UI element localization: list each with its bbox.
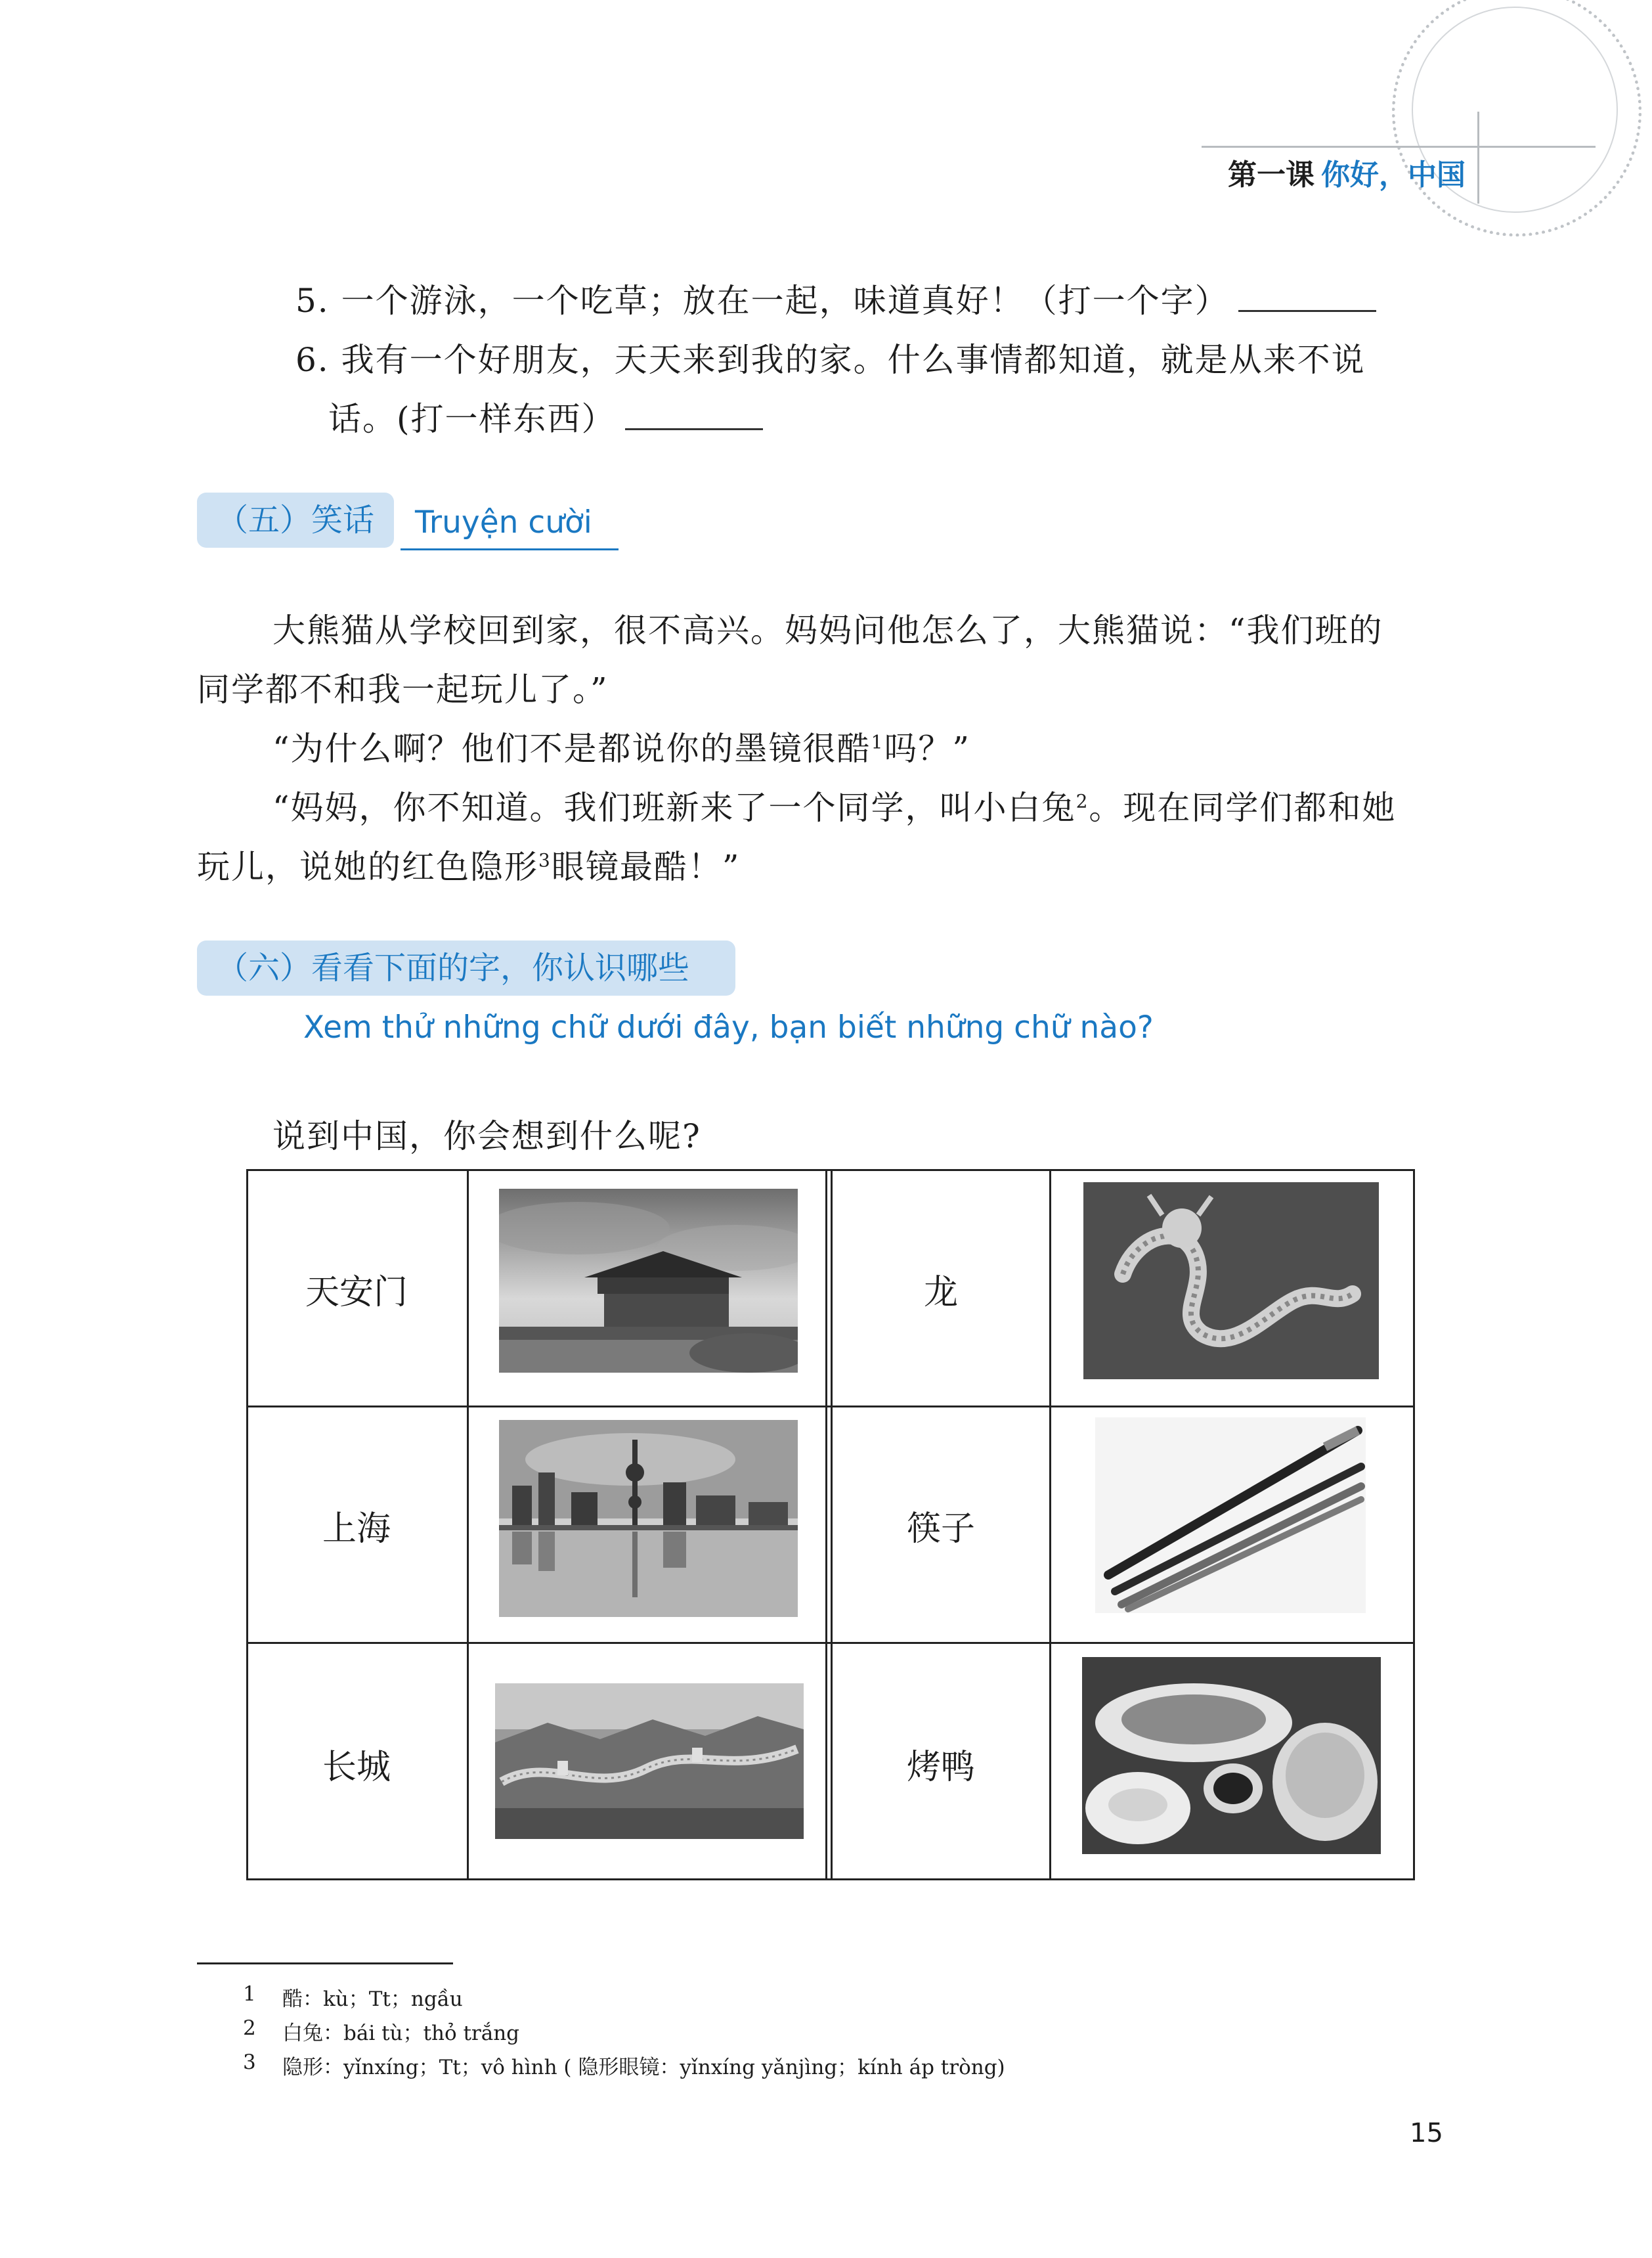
vocab-label-tiananmen: 天安门 (305, 1273, 408, 1312)
table-divider (246, 1642, 1415, 1644)
dragon-photo (1083, 1182, 1379, 1379)
answer-blank-6[interactable] (625, 402, 763, 430)
chopsticks-photo (1095, 1417, 1366, 1613)
vocab-label-shanghai: 上海 (322, 1509, 391, 1549)
joke-para1-line1: 大熊猫从学校回到家，很不高兴。妈妈问他怎么了，大熊猫说：“我们班的 (272, 611, 1383, 650)
header-vertical-rule (1477, 112, 1479, 204)
joke-para3-line2: 玩儿，说她的红色隐形$^3$眼镜最酷！” (197, 848, 741, 886)
vocab-label-great-wall: 长城 (322, 1748, 391, 1787)
tiananmen-photo (499, 1189, 798, 1373)
page-number: 15 (1410, 2118, 1443, 2148)
vocab-label-roast-duck: 烤鸭 (906, 1748, 975, 1787)
section-6-viet-title: Xem thử những chữ dưới đây, bạn biết những chữ nào? (303, 1009, 1154, 1046)
vocab-label-chopsticks: 筷子 (906, 1509, 975, 1549)
riddle-6-line2: 话。(打一样东西） (328, 393, 763, 440)
riddle-6-line1: 6. 我有一个好朋友，天天来到我的家。什么事情都知道，就是从来不说 (295, 341, 1366, 379)
answer-blank-5[interactable] (1238, 284, 1376, 312)
lesson-number: 第一课 (1228, 158, 1315, 192)
riddle-5: 5. 一个游泳，一个吃草；放在一起，味道真好！（打一个字） (295, 275, 1376, 322)
section-5-underline (401, 548, 619, 550)
header-rule (1202, 146, 1596, 148)
table-divider (1049, 1169, 1051, 1880)
table-divider (825, 1169, 827, 1880)
running-header (1228, 151, 1466, 193)
lesson-title: 你好，中国 (1321, 158, 1466, 192)
footnote-rule (197, 1962, 453, 1964)
joke-para2: “为什么啊？他们不是都说你的墨镜很酷$^1$吗？” (272, 730, 970, 768)
section-5-viet-title: Truyện cười (415, 504, 592, 541)
joke-para3-line1: “妈妈，你不知道。我们班新来了一个同学，叫小白兔$^2$。现在同学们都和她 (272, 789, 1397, 827)
shanghai-photo (499, 1420, 798, 1617)
section-6-tag: （六）看看下面的字，你认识哪些 (197, 941, 735, 996)
roast-duck-photo (1082, 1657, 1381, 1854)
table-divider (246, 1406, 1415, 1407)
great-wall-photo (495, 1683, 804, 1839)
vocab-label-dragon: 龙 (923, 1273, 958, 1312)
table-divider (467, 1169, 469, 1880)
section-5-tag: （五）笑话 (197, 493, 394, 548)
joke-para1-line2: 同学都不和我一起玩儿了。” (197, 671, 609, 709)
section-6-question: 说到中国，你会想到什么呢? (272, 1117, 701, 1155)
